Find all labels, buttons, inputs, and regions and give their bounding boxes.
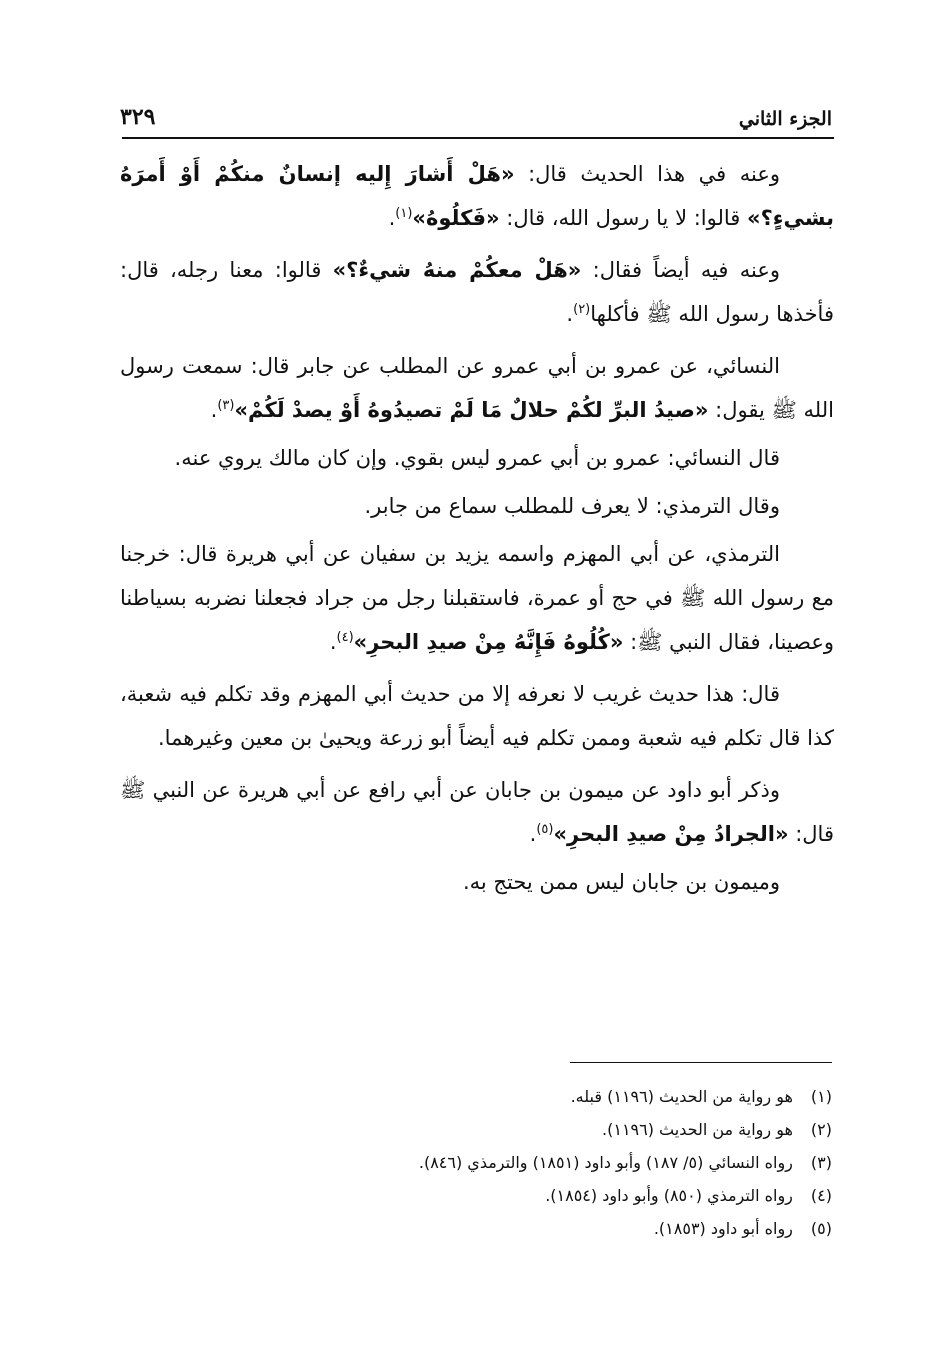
main-text bbox=[120, 152, 834, 908]
footnote-reference[interactable]: (٥) bbox=[536, 822, 554, 837]
paragraph-text: وميمون بن جابان ليس ممن يحتج به. bbox=[462, 870, 780, 894]
paragraph-text: وقال الترمذي: لا يعرف للمطلب سماع من جابر. bbox=[364, 494, 780, 518]
paragraph-7 bbox=[120, 672, 834, 760]
footnote-item bbox=[120, 1113, 832, 1146]
page-header bbox=[120, 96, 832, 130]
footnote-item bbox=[120, 1179, 832, 1212]
footnote-text: رواه أبو داود (١٨٥٣). bbox=[653, 1219, 793, 1238]
footnote-separator bbox=[570, 1062, 832, 1063]
hadith-quote: «الجرادُ مِنْ صيدِ البحرِ» bbox=[553, 822, 789, 846]
paragraph-end: . bbox=[566, 302, 574, 326]
footnote-item bbox=[120, 1080, 832, 1113]
paragraph-end: . bbox=[529, 822, 537, 846]
hadith-quote: «فَكلُوهُ» bbox=[412, 206, 500, 230]
paragraph-2 bbox=[120, 248, 834, 336]
paragraph-end: . bbox=[210, 398, 218, 422]
paragraph-end: . bbox=[329, 630, 337, 654]
running-title: الجزء الثاني bbox=[738, 108, 832, 130]
footnote-number: (٤) bbox=[810, 1186, 832, 1205]
paragraph-text: قالوا: لا يا رسول الله، قال: bbox=[499, 206, 748, 230]
header-rule bbox=[122, 137, 834, 139]
paragraph-text: قال النسائي: عمرو بن أبي عمرو ليس بقوي. وإن كان مالك يروي عنه. bbox=[174, 446, 780, 470]
paragraph-text: وعنه فيه أيضاً فقال: bbox=[581, 258, 780, 282]
paragraph-text: وذكر أبو داود عن ميمون بن جابان عن أبي رافع عن أبي هريرة عن النبي ﷺ قال: bbox=[120, 778, 834, 846]
paragraph-3 bbox=[120, 344, 834, 432]
footnote-text: هو رواية من الحديث (١١٩٦). bbox=[602, 1120, 793, 1139]
footnote-reference[interactable]: (٤) bbox=[336, 630, 354, 645]
footnote-item bbox=[120, 1212, 832, 1245]
hadith-quote: «هَلْ أَشارَ إِليه إنسانٌ منكُمْ أَوْ أَمرَهُ بشيءٍ؟» bbox=[120, 162, 834, 230]
footnote-number: (٢) bbox=[810, 1120, 832, 1139]
paragraph-text: الترمذي، عن أبي المهزم واسمه يزيد بن سفيان عن أبي هريرة قال: خرجنا مع رسول الله ﷺ في حج أو عمرة، فاستقبلنا رجل من جراد فجعلنا نضربه بسياطنا وعصينا، فقال النبي ﷺ: bbox=[120, 542, 834, 654]
footnote-item bbox=[120, 1146, 832, 1179]
footnote-number: (١) bbox=[810, 1087, 832, 1106]
paragraph-6 bbox=[120, 532, 834, 664]
footnote-text: رواه النسائي (٥/ ١٨٧) وأبو داود (١٨٥١) والترمذي (٨٤٦). bbox=[418, 1153, 793, 1172]
page-number: ٣٢٩ bbox=[120, 104, 156, 130]
paragraph-4 bbox=[120, 436, 834, 480]
paragraph-text: قالوا: معنا رجله، قال: فأخذها رسول الله ﷺ فأكلها bbox=[120, 258, 834, 326]
paragraph-end: . bbox=[388, 206, 396, 230]
footnote-number: (٥) bbox=[810, 1219, 832, 1238]
paragraph-text: قال: هذا حديث غريب لا نعرفه إلا من حديث أبي المهزم وقد تكلم فيه شعبة، كذا قال تكلم فيه شعبة وممن تكلم فيه أيضاً أبو زرعة ويحيىٰ بن معين وغيرهما. bbox=[120, 682, 834, 750]
paragraph-text: وعنه في هذا الحديث قال: bbox=[514, 162, 780, 186]
footnote-text: رواه الترمذي (٨٥٠) وأبو داود (١٨٥٤). bbox=[545, 1186, 793, 1205]
paragraph-5 bbox=[120, 484, 834, 528]
paragraph-9 bbox=[120, 860, 834, 904]
hadith-quote: «كُلُوهُ فَإِنَّهُ مِنْ صيدِ البحرِ» bbox=[353, 630, 624, 654]
paragraph-8 bbox=[120, 768, 834, 856]
footnote-reference[interactable]: (٢) bbox=[573, 302, 591, 317]
footnotes bbox=[120, 1080, 832, 1245]
paragraph-text: النسائي، عن عمرو بن أبي عمرو عن المطلب عن جابر قال: سمعت رسول الله ﷺ يقول: bbox=[120, 354, 834, 422]
paragraph-1 bbox=[120, 152, 834, 240]
footnote-text: هو رواية من الحديث (١١٩٦) قبله. bbox=[570, 1087, 793, 1106]
footnote-reference[interactable]: (٣) bbox=[217, 398, 235, 413]
hadith-quote: «هَلْ معكُمْ منهُ شيءٌ؟» bbox=[332, 258, 582, 282]
hadith-quote: «صيدُ البرِّ لكُمْ حلالٌ مَا لَمْ تصيدُوهُ أَوْ يصدْ لَكُمْ» bbox=[234, 398, 709, 422]
footnote-number: (٣) bbox=[810, 1153, 832, 1172]
footnote-reference[interactable]: (١) bbox=[395, 206, 413, 221]
